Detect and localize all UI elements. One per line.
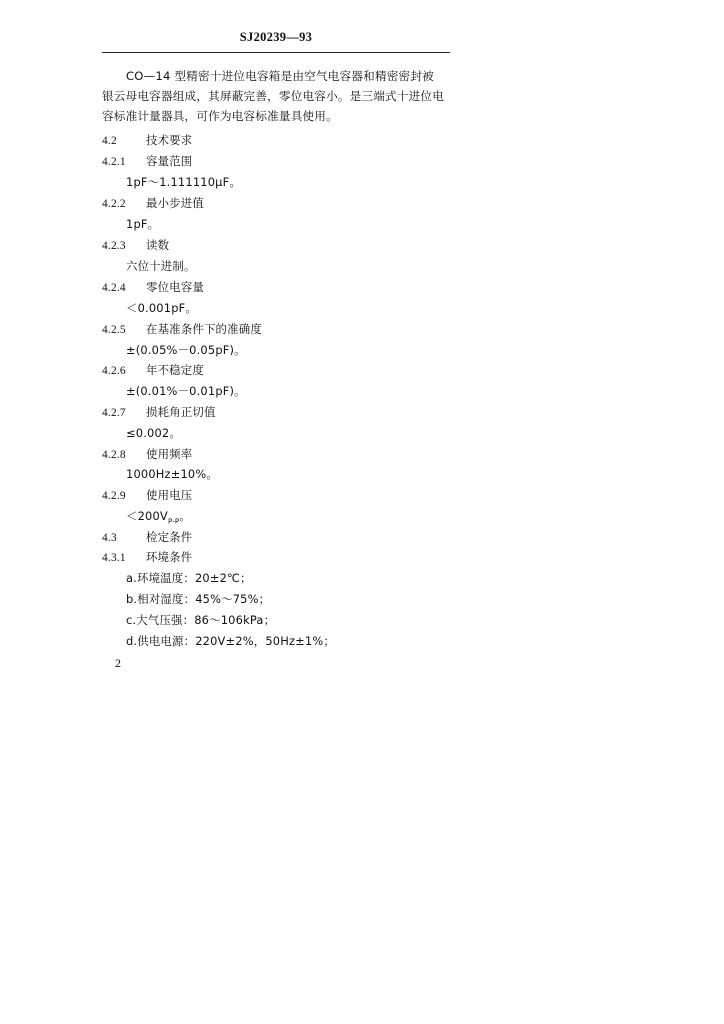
section-title: 读数 xyxy=(146,238,170,252)
section-title: 零位电容量 xyxy=(146,280,204,294)
condition-item: c.大气压强：86～106kPa； xyxy=(126,613,276,627)
section-number: 4.2.7 xyxy=(102,407,126,419)
section-heading xyxy=(102,446,192,463)
section-value: ≤0.002。 xyxy=(126,426,181,440)
section-value: ±(0.05%－0.05pF)。 xyxy=(126,343,246,357)
section-number: 4.2.8 xyxy=(102,449,126,461)
section-value: ＜0.001pF。 xyxy=(126,301,197,315)
intro-paragraph xyxy=(102,66,454,126)
section-title: 年不稳定度 xyxy=(146,363,204,377)
section-number: 4.2.6 xyxy=(102,365,126,377)
intro-line-3: 容标准计量器具，可作为电容标准量具使用。 xyxy=(102,109,338,123)
section-heading xyxy=(102,529,192,546)
value-subscript: P-P xyxy=(167,517,180,526)
section-title: 使用电压 xyxy=(146,488,193,502)
section-title: 环境条件 xyxy=(146,550,193,564)
section-heading xyxy=(102,237,169,254)
header-rule xyxy=(102,52,450,53)
intro-line-1: CO—14 型精密十进位电容箱是由空气电容器和精密密封被 xyxy=(126,69,434,83)
section-heading xyxy=(102,487,192,504)
section-title: 损耗角正切值 xyxy=(146,405,216,419)
section-value: 1pF。 xyxy=(126,217,160,231)
section-number: 4.2.5 xyxy=(102,324,126,336)
section-heading xyxy=(102,195,204,212)
section-number: 4.2.9 xyxy=(102,490,126,502)
section-heading xyxy=(102,132,192,149)
intro-line-2: 银云母电容器组成，其屏蔽完善，零位电容小。是三端式十进位电 xyxy=(102,89,445,103)
section-heading xyxy=(102,321,262,338)
section-value: 1pF～1.111110μF。 xyxy=(126,175,241,189)
section-heading xyxy=(102,279,204,296)
section-heading xyxy=(102,153,192,170)
section-value xyxy=(126,508,191,529)
standard-code-header: SJ20239—93 xyxy=(239,30,313,44)
section-title: 检定条件 xyxy=(146,530,193,544)
section-value: 六位十进制。 xyxy=(126,259,196,273)
section-number: 4.3 xyxy=(102,532,117,544)
section-title: 在基准条件下的准确度 xyxy=(146,322,262,336)
condition-item: b.相对湿度：45%～75%； xyxy=(126,592,271,606)
condition-item: a.环境温度：20±2℃； xyxy=(126,571,252,585)
value-end: 。 xyxy=(179,509,191,523)
section-number: 4.3.1 xyxy=(102,552,126,564)
section-number: 4.2 xyxy=(102,135,117,147)
section-number: 4.2.4 xyxy=(102,282,126,294)
section-title: 使用频率 xyxy=(146,447,193,461)
section-heading xyxy=(102,549,192,566)
section-number: 4.2.3 xyxy=(102,240,126,252)
section-heading xyxy=(102,362,204,379)
page-number: 2 xyxy=(115,656,121,670)
condition-item: d.供电电源：220V±2%，50Hz±1%； xyxy=(126,634,335,648)
section-title: 技术要求 xyxy=(146,133,193,147)
value-main: ＜200V xyxy=(126,509,168,523)
section-title: 容量范围 xyxy=(146,154,193,168)
section-value: ±(0.01%－0.01pF)。 xyxy=(126,384,246,398)
section-number: 4.2.1 xyxy=(102,156,126,168)
section-number: 4.2.2 xyxy=(102,198,126,210)
section-value: 1000Hz±10%。 xyxy=(126,467,218,481)
section-title: 最小步进值 xyxy=(146,196,204,210)
section-heading xyxy=(102,404,216,421)
